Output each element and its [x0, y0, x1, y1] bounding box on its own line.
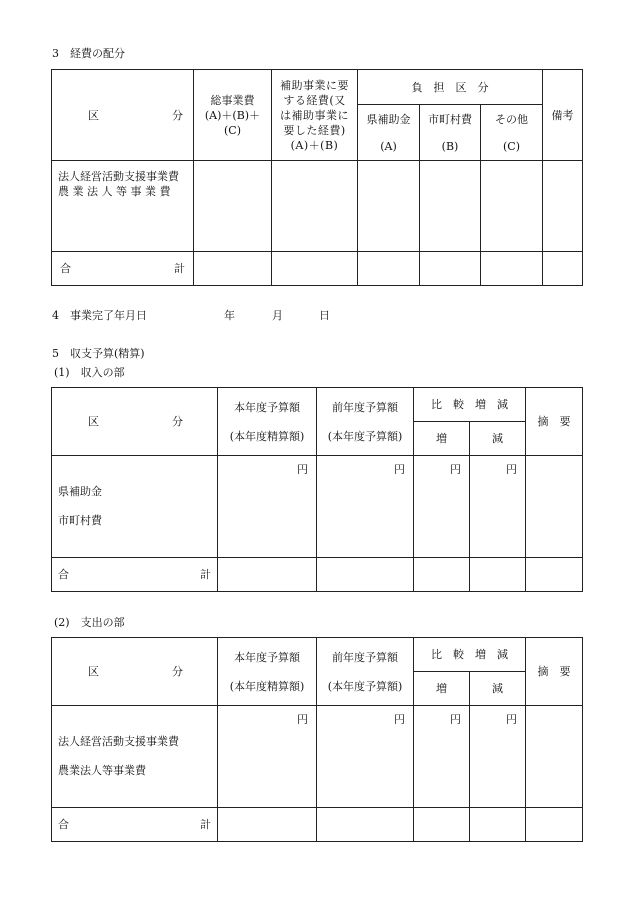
header-burden: 負 担 区 分: [358, 70, 543, 105]
header-note: 備考: [543, 70, 583, 161]
income-header-kubun: 区 分: [52, 388, 218, 456]
header-subsidy-cost: 補助事業に要 する経費(又 は補助事業に 要した経費) (A)＋(B): [272, 70, 358, 161]
header-kubun: 区 分: [52, 70, 194, 161]
month-label: 月: [272, 309, 283, 322]
header-other: その他 (C): [481, 105, 543, 161]
expense-allocation-table: [51, 69, 583, 286]
income-header-current: 本年度予算額 (本年度精算額): [218, 388, 317, 456]
section-5-heading: 5 収支予算(精算): [52, 347, 145, 360]
expense-header-kubun: 区 分: [52, 638, 218, 706]
expense-item-support: 法人経営活動支援事業費: [58, 735, 179, 748]
income-total: 合 計: [52, 558, 218, 592]
income-item-pref: 県補助金: [58, 485, 102, 498]
yen-unit: 円: [394, 463, 405, 476]
expense-header-current: 本年度予算額 (本年度精算額): [218, 638, 317, 706]
expense-header-inc: 増: [414, 672, 470, 706]
income-header-inc: 増: [414, 422, 470, 456]
expense-header-compare: 比 較 増 減: [414, 638, 526, 672]
income-header-prev: 前年度予算額 (本年度予算額): [317, 388, 414, 456]
expense-total: 合 計: [52, 808, 218, 842]
income-header-summary: 摘 要: [526, 388, 583, 456]
income-table: [51, 387, 583, 592]
yen-unit: 円: [506, 713, 517, 726]
income-header-dec: 減: [470, 422, 526, 456]
yen-unit: 円: [297, 713, 308, 726]
expense-header-summary: 摘 要: [526, 638, 583, 706]
expense-header-prev: 前年度予算額 (本年度予算額): [317, 638, 414, 706]
year-label: 年: [224, 309, 235, 322]
expense-header-dec: 減: [470, 672, 526, 706]
yen-unit: 円: [450, 463, 461, 476]
day-label: 日: [319, 309, 330, 322]
header-pref-subsidy: 県補助金 (A): [358, 105, 420, 161]
yen-unit: 円: [297, 463, 308, 476]
income-items: [52, 456, 218, 558]
yen-unit: 円: [394, 713, 405, 726]
header-city-cost: 市町村費 (B): [420, 105, 481, 161]
expense-items: [52, 706, 218, 808]
expense-heading: (2) 支出の部: [54, 616, 125, 629]
row-business-expense: 法人経営活動支援事業費 農 業 法 人 等 事 業 費: [52, 161, 194, 252]
yen-unit: 円: [506, 463, 517, 476]
yen-unit: 円: [450, 713, 461, 726]
row-total: 合 計: [52, 252, 194, 286]
income-header-compare: 比 較 増 減: [414, 388, 526, 422]
section-3-heading: 3 経費の配分: [52, 47, 125, 60]
income-heading: (1) 収入の部: [54, 366, 125, 379]
income-item-city: 市町村費: [58, 514, 102, 527]
completion-date-label: 4 事業完了年月日: [52, 309, 147, 322]
expense-item-agri: 農業法人等事業費: [58, 764, 146, 777]
expense-table: [51, 637, 583, 842]
header-total-cost: 総事業費 (A)＋(B)＋ (C): [194, 70, 272, 161]
